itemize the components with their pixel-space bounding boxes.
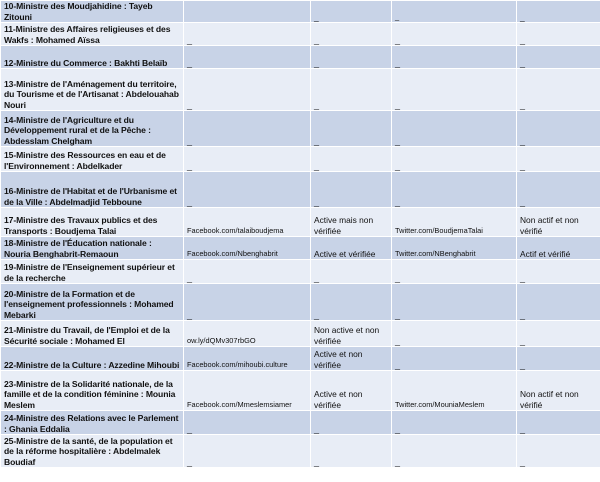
twitter-account: _ [392, 172, 517, 208]
table-row [1, 147, 600, 172]
twitter-status: _ [517, 147, 600, 172]
facebook-page: ow.ly/dQMv307rbGO [184, 321, 311, 347]
facebook-page [184, 1, 311, 23]
twitter-status: _ [517, 435, 600, 468]
twitter-account: _ [392, 111, 517, 147]
twitter-account: _ [392, 284, 517, 321]
minister-name: 25-Ministre de la santé, de la population et de la réforme hospitalière : Abdelmalek Boudiaf [1, 435, 184, 468]
twitter-account: _ [392, 347, 517, 371]
minister-name: 19-Ministre de l'Enseignement supérieur et de la recherche [1, 260, 184, 284]
facebook-page: _ [184, 260, 311, 284]
minister-name: 21-Ministre du Travail, de l'Emploi et de la Sécurité sociale : Mohamed El [1, 321, 184, 347]
twitter-status: Non actif et non vérifié [517, 371, 600, 411]
facebook-status: Active mais non vérifiée [311, 208, 392, 237]
minister-name: 15-Ministre des Ressources en eau et de l'Environnement : Abdelkader [1, 147, 184, 172]
twitter-account: _ [392, 435, 517, 468]
facebook-page: _ [184, 111, 311, 147]
twitter-status: _ [517, 46, 600, 69]
minister-name: 13-Ministre de l'Aménagement du territoire, du Tourisme et de l'Artisanat : Abdelouahab Nouri [1, 69, 184, 111]
twitter-status: _ [517, 411, 600, 435]
facebook-page: _ [184, 284, 311, 321]
facebook-status: Active et non vérifiée [311, 347, 392, 371]
minister-name: 22-Ministre de la Culture : Azzedine Mihoubi [1, 347, 184, 371]
facebook-page: Facebook.com/Nbenghabrit [184, 237, 311, 260]
table-row [1, 46, 600, 69]
minister-name: 16-Ministre de l'Habitat et de l'Urbanisme et de la Ville : Abdelmadjid Tebboune [1, 172, 184, 208]
minister-name: 10-Ministre des Moudjahidine : Tayeb Zitouni [1, 1, 184, 23]
table-row [1, 208, 600, 237]
minister-name: 11-Ministre des Affaires religieuses et des Wakfs : Mohamed Aïssa [1, 23, 184, 46]
facebook-page: _ [184, 69, 311, 111]
table-row [1, 347, 600, 371]
facebook-page: _ [184, 411, 311, 435]
table-row [1, 371, 600, 411]
minister-name: 20-Ministre de la Formation et de l'enseignement professionnels : Mohamed Mebarki [1, 284, 184, 321]
facebook-status: _ [311, 172, 392, 208]
twitter-status: _ [517, 172, 600, 208]
twitter-status: _ [517, 69, 600, 111]
twitter-account: _ [392, 321, 517, 347]
twitter-status: _ [517, 347, 600, 371]
twitter-status: _ [517, 111, 600, 147]
minister-name: 14-Ministre de l'Agriculture et du Développement rural et de la Pêche : Abdesslam Chelgham [1, 111, 184, 147]
table-row [1, 1, 600, 23]
twitter-status: _ [517, 1, 600, 23]
table-row [1, 111, 600, 147]
table-row [1, 435, 600, 468]
facebook-status: _ [311, 147, 392, 172]
facebook-status: Non active et non vérifiée [311, 321, 392, 347]
facebook-page: _ [184, 172, 311, 208]
twitter-account: _ [392, 1, 517, 23]
facebook-status: _ [311, 23, 392, 46]
table-row [1, 284, 600, 321]
twitter-account: _ [392, 69, 517, 111]
facebook-page: Facebook.com/mihoubi.culture [184, 347, 311, 371]
facebook-page: Facebook.com/Mmeslemsiamer [184, 371, 311, 411]
facebook-status: _ [311, 284, 392, 321]
minister-name: 24-Ministre des Relations avec le Parlement : Ghania Eddalia [1, 411, 184, 435]
twitter-account: Twitter.com/NBenghabrit [392, 237, 517, 260]
table-row [1, 260, 600, 284]
twitter-status: _ [517, 23, 600, 46]
facebook-status: Active et vérifiée [311, 237, 392, 260]
table-row [1, 237, 600, 260]
facebook-status: _ [311, 411, 392, 435]
minister-name: 23-Ministre de la Solidarité nationale, de la famille et de la condition féminine : Mounia Meslem [1, 371, 184, 411]
facebook-page: _ [184, 23, 311, 46]
twitter-account: _ [392, 260, 517, 284]
table-row [1, 23, 600, 46]
minister-name: 17-Ministre des Travaux publics et des Transports : Boudjema Talai [1, 208, 184, 237]
minister-name: 12-Ministre du Commerce : Bakhti Belaïb [1, 46, 184, 69]
twitter-status: Non actif et non vérifié [517, 208, 600, 237]
twitter-account: Twitter.com/BoudjemaTalai [392, 208, 517, 237]
facebook-status: Active et non vérifiée [311, 371, 392, 411]
twitter-status: _ [517, 321, 600, 347]
facebook-status: _ [311, 69, 392, 111]
twitter-account: Twitter.com/MouniaMeslem [392, 371, 517, 411]
table-row [1, 411, 600, 435]
twitter-account: _ [392, 46, 517, 69]
twitter-status: _ [517, 284, 600, 321]
facebook-status: _ [311, 1, 392, 23]
facebook-status: _ [311, 46, 392, 69]
table-row [1, 69, 600, 111]
facebook-page: Facebook.com/talaiboudjema [184, 208, 311, 237]
table-row [1, 321, 600, 347]
facebook-status: _ [311, 435, 392, 468]
facebook-page: _ [184, 147, 311, 172]
twitter-account: _ [392, 147, 517, 172]
minister-name: 18-Ministre de l'Éducation nationale : Nouria Benghabrit-Remaoun [1, 237, 184, 260]
twitter-account: _ [392, 23, 517, 46]
twitter-status: _ [517, 260, 600, 284]
twitter-status: Actif et vérifié [517, 237, 600, 260]
facebook-status: _ [311, 111, 392, 147]
twitter-account: _ [392, 411, 517, 435]
facebook-status: _ [311, 260, 392, 284]
facebook-page: _ [184, 46, 311, 69]
facebook-page: _ [184, 435, 311, 468]
table-row [1, 172, 600, 208]
